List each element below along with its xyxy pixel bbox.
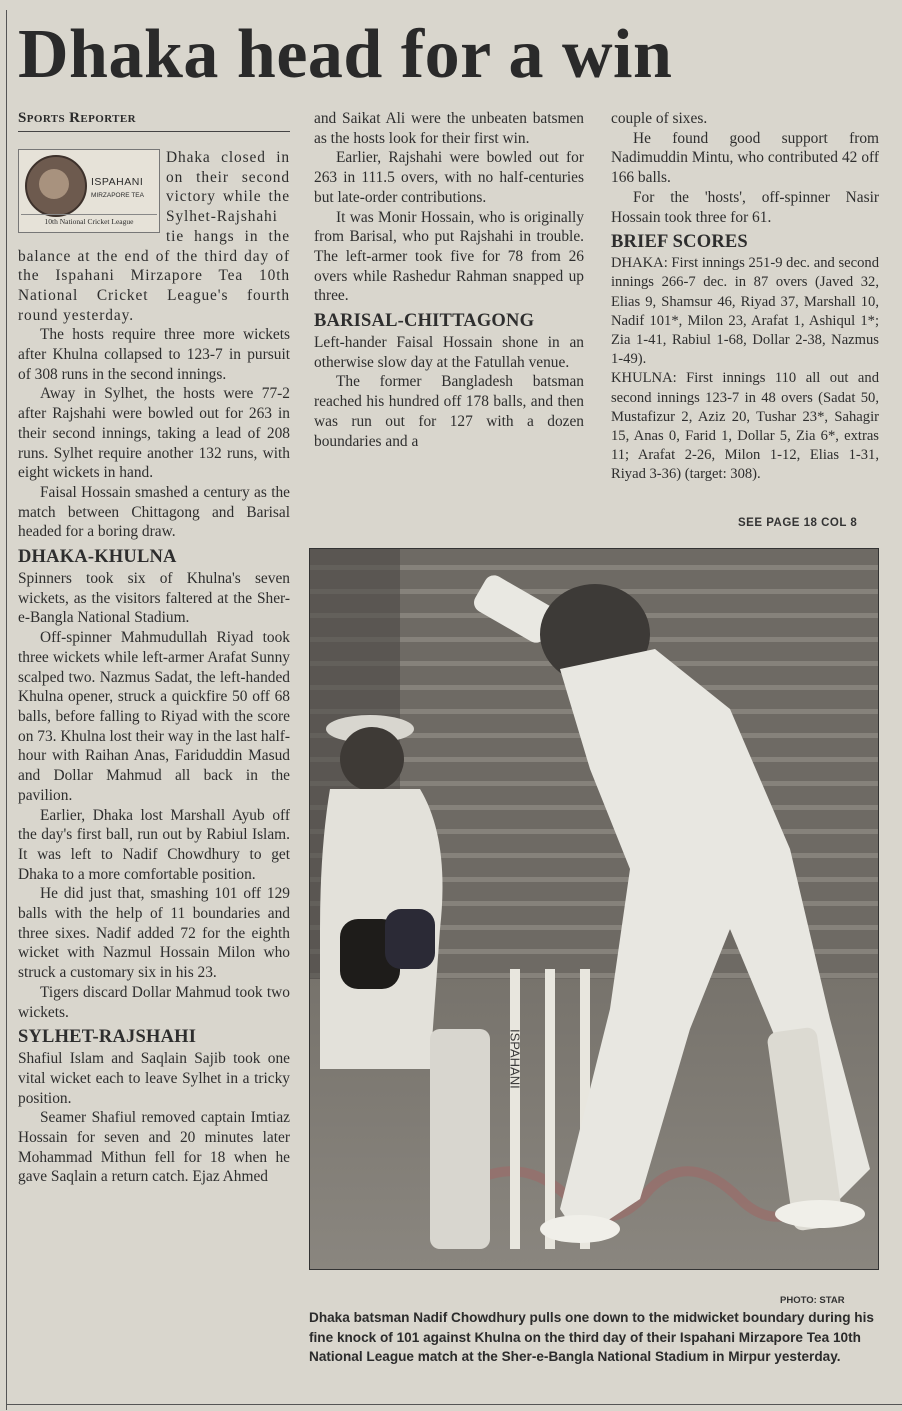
col1-para-5: Spinners took six of Khulna's seven wickets, as the visitors faltered at the Sher-e-Bangla National Stadium. [18, 570, 290, 627]
col2-para-5: The former Bangladesh batsman reached his hundred off 178 balls, and then was run out for 127 with a dozen boundaries and a [314, 373, 584, 450]
photo-credit: PHOTO: STAR [780, 1295, 845, 1306]
section-head-dhaka-khulna: DHAKA-KHULNA [18, 547, 177, 568]
col3-para-3: For the 'hosts', off-spinner Nasir Hossain took three for 61. [611, 188, 879, 226]
column-rule [6, 10, 7, 1410]
match-photo [309, 548, 879, 1270]
stump-logo-text: ISPAHANI [507, 1029, 523, 1089]
col1-para-6: Off-spinner Mahmudullah Riyad took three wickets while left-armer Arafat Sunny scalped two. Nazmus Sadat, the left-handed Khulna opener, struck a quickfire 50 off 68 balls, before falling to Riyad with the score on 73. Khulna lost their way in the last half-hour with Raihan Anas, Fariduddin Masud and Dollar Mahmud all back in the pavilion. [18, 629, 290, 804]
photo-caption: Dhaka batsman Nadif Chowdhury pulls one down to the midwicket boundary during his fine knock of 101 against Khulna on the third day of their Ispahani Mirzapore Tea 10th National League match at the Sher-e-Bangla National Stadium in Mirpur yesterday. [309, 1310, 874, 1364]
col1-para-4: Faisal Hossain smashed a century as the match between Chittagong and Barisal headed for a boring draw. [18, 483, 290, 541]
column-3 [611, 109, 879, 485]
column-1 [18, 148, 290, 1187]
col2-para-1: and Saikat Ali were the unbeaten batsmen as the hosts look for their first win. [314, 110, 584, 147]
scores-khulna: KHULNA: First innings 110 all out and second innings 123-7 in 48 overs (Sadat 50, Mustafizur 2, Aziz 20, Tushar 23*, Sahagir 15, Anas 0, Farid 1, Dollar 5, Zia 6*, extras 11; Arafat 2-26, Milon 1-12, Elias 1-31, Riyad 3-36) (target: 308). [611, 370, 879, 483]
col1-para-1: Dhaka closed in on their second victory while the Sylhet-Rajshahi tie hangs in the balance at the end of the third day of the Ispahani Mirzapore Tea 10th National Cricket League's fourth round yesterday. [18, 149, 290, 324]
section-head-brief-scores: BRIEF SCORES [611, 232, 748, 253]
col1-para-7: Earlier, Dhaka lost Marshall Ayub off the day's first ball, run out by Rabiul Islam. It was left to Nadif Chowdhury to get Dhaka to a more comfortable position. [18, 806, 290, 883]
section-head-barisal-chittagong: BARISAL-CHITTAGONG [314, 311, 535, 332]
col2-para-2: Earlier, Rajshahi were bowled out for 263 in 111.5 overs, with no half-centuries but late-order contributions. [314, 149, 584, 206]
col2-para-3: It was Monir Hossain, who is originally from Barisal, who put Rajshahi in trouble. The left-armer took five for 78 from 26 overs while Rashedur Rahman snapped up three. [314, 208, 584, 305]
byline-rule [18, 131, 290, 132]
col1-para-11: Seamer Shafiul removed captain Imtiaz Hossain for seven and 20 minutes later Mohammad Mithun fell for 18 when he gave Saqlain a return catch. Ejaz Ahmed [18, 1109, 290, 1186]
logo-brand: ISPAHANI [91, 176, 144, 188]
col1-para-10: Shafiul Islam and Saqlain Sajib took one vital wicket each to leave Sylhet in a tricky position. [18, 1050, 290, 1107]
col3-para-1: couple of sixes. [611, 110, 708, 127]
bottom-rule [6, 1404, 902, 1405]
logo-sub: MIRZAPORE TEA [91, 192, 144, 199]
section-head-sylhet-rajshahi: SYLHET-RAJSHAHI [18, 1027, 197, 1048]
scores-dhaka: DHAKA: First innings 251-9 dec. and second innings 266-7 dec. in 87 overs (Javed 32, Elias 9, Shamsur 46, Riyad 37, Marshall 10, Nadif 101*, Milon 23, Arafat 1, Ashiqul 1*; Zia 1-41, Rabiul 1-68, Dollar 2-38, Nazmus 1-49). [611, 255, 879, 368]
col1-para-3: Away in Sylhet, the hosts were 77-2 after Rajshahi were bowled out for 263 in their second innings, taking a lead of 208 runs. Sylhet require another 132 runs, with eight wickets in hand. [18, 385, 290, 482]
continuation-ref: SEE PAGE 18 COL 8 [738, 517, 858, 529]
column-2 [314, 109, 584, 451]
byline: Sports Reporter [18, 110, 136, 126]
col1-para-8: He did just that, smashing 101 off 129 balls with the help of 11 boundaries and three sixes. Nadif added 72 for the eighth wicket with Nazmul Hossain Milon who struck a customary six in his 23. [18, 885, 290, 982]
logo-league: 10th National Cricket League [21, 214, 157, 226]
headline: Dhaka head for a win [18, 16, 673, 93]
col3-para-2: He found good support from Nadimuddin Mintu, who contributed 42 off 166 balls. [611, 129, 879, 187]
col2-para-4: Left-hander Faisal Hossain shone in an otherwise slow day at the Fatullah venue. [314, 334, 584, 371]
col1-para-2: The hosts require three more wickets after Khulna collapsed to 123-7 in pursuit of 308 runs in the second innings. [18, 326, 290, 383]
logo-spacer [18, 148, 166, 234]
col1-para-9: Tigers discard Dollar Mahmud took two wickets. [18, 983, 290, 1021]
cricket-photo-illustration [310, 549, 879, 1270]
